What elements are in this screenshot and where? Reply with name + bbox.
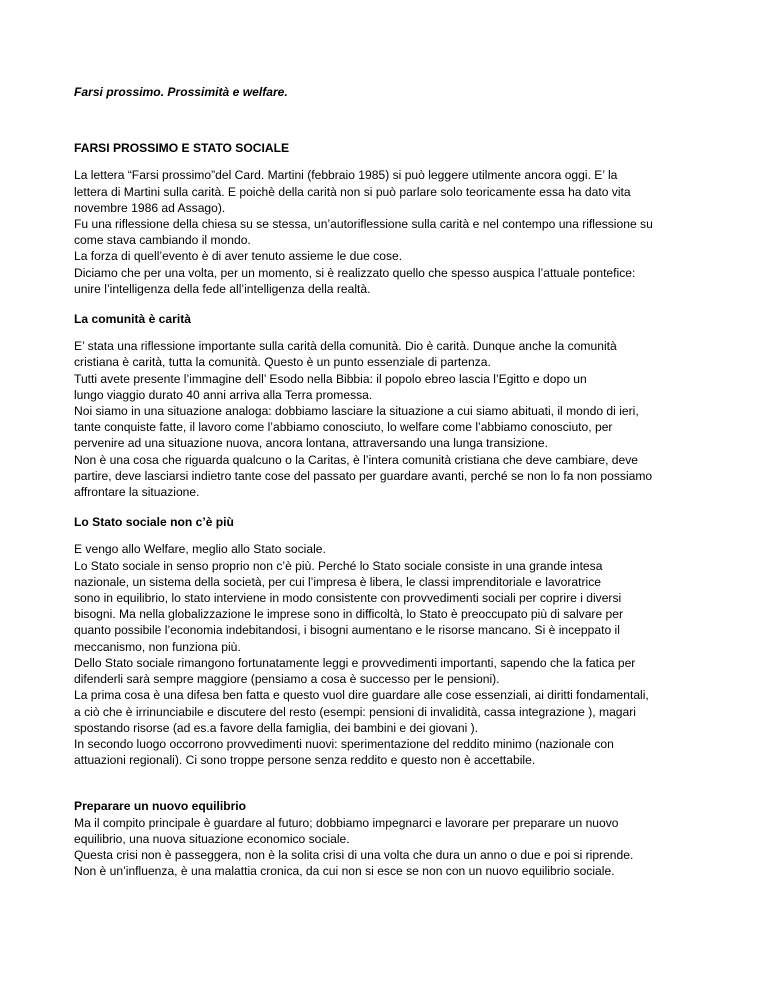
spacer <box>74 530 704 541</box>
text-line: sono in equilibrio, lo stato interviene in modo consistente con provvedimenti sociali per coprire i diversi <box>74 591 622 606</box>
section-heading: Preparare un nuovo equilibrio <box>74 799 247 814</box>
text-line: quanto possibile l’economia indebitandosi, i bisogni aumentano e le risorse mancano. Si è inceppato il <box>74 623 620 638</box>
text-line: pervenire ad una situazione nuova, ancora lontana, attraversando una lunga transizione. <box>74 436 548 451</box>
text-line: cristiana è carità, tutta la comunità. Questo è un punto essenziale di partenza. <box>74 355 491 370</box>
text-line: Lo Stato sociale in senso proprio non c’è più. Perché lo Stato sociale consiste in una grande intesa <box>74 558 603 573</box>
text-line: La prima cosa è una difesa ben fatta e questo vuol dire guardare alle cose essenziali, ai diritti fondamentali, <box>74 688 649 703</box>
text-line: Dello Stato sociale rimangono fortunatamente leggi e provvedimenti importanti, sapendo che la fatica per <box>74 655 636 670</box>
text-line: bisogni. Ma nella globalizzazione le imprese sono in difficoltà, lo Stato è preoccupato più di salvare per <box>74 607 624 622</box>
spacer <box>74 327 704 338</box>
text-line: lungo viaggio durato 40 anni arriva alla Terra promessa. <box>74 387 373 402</box>
text-line: nazionale, un sistema della società, per cui l’impresa è libera, le classi imprenditoriale e lavoratrice <box>74 574 601 589</box>
text-line: lettera di Martini sulla carità. E poichè della carità non si può parlare solo teoricamente essa ha dato vita <box>74 184 631 199</box>
section-heading: FARSI PROSSIMO E STATO SOCIALE <box>74 141 290 156</box>
text-line: E vengo allo Welfare, meglio allo Stato sociale. <box>74 542 326 557</box>
section-paragraph <box>74 167 704 297</box>
text-line: meccanismo, non funziona più. <box>74 639 241 654</box>
spacer <box>74 297 704 311</box>
text-line: difenderli sarà sempre maggiore (pensiamo a cosa è successo per le pensioni). <box>74 672 500 687</box>
spacer <box>74 100 704 140</box>
text-line: La lettera “Farsi prossimo”del Card. Martini (febbraio 1985) si può leggere utilmente ancora oggi. E’ la <box>74 168 618 183</box>
section-paragraph <box>74 338 704 500</box>
text-line: Non è un’influenza, è una malattia cronica, da cui non si esce se non con un nuovo equilibrio sociale. <box>74 864 615 879</box>
text-line: unire l’intelligenza della fede all’intelligenza della realtà. <box>74 281 371 296</box>
text-line: attuazioni regionali). Ci sono troppe persone senza reddito e questo non è accettabile. <box>74 753 536 768</box>
section-heading: Lo Stato sociale non c’è più <box>74 515 234 530</box>
text-line: affrontare la situazione. <box>74 485 200 500</box>
text-line: Tutti avete presente l’immagine dell’ Esodo nella Bibbia: il popolo ebreo lascia l’Egitto e dopo un <box>74 371 587 386</box>
document-title: Farsi prossimo. Prossimità e welfare. <box>74 85 288 99</box>
section-paragraph <box>74 541 704 768</box>
text-line: Noi siamo in una situazione analoga: dobbiamo lasciare la situazione a cui siamo abituati, il mondo di ieri, <box>74 404 639 419</box>
text-line: equilibrio, una nuova situazione economico sociale. <box>74 831 350 846</box>
document-page <box>74 84 704 879</box>
section-paragraph <box>74 815 704 880</box>
text-line: Questa crisi non è passeggera, non è la solita crisi di una volta che dura un anno o due e poi si riprende. <box>74 847 634 862</box>
spacer <box>74 500 704 514</box>
text-line: come stava cambiando il mondo. <box>74 233 251 248</box>
text-line: In secondo luogo occorrono provvedimenti nuovi: sperimentazione del reddito minimo (nazionale con <box>74 736 614 751</box>
text-line: novembre 1986 ad Assago). <box>74 200 226 215</box>
text-line: La forza di quell’evento è di aver tenuto assieme le due cose. <box>74 249 403 264</box>
text-line: Diciamo che per una volta, per un momento, si è realizzato quello che spesso auspica l’attuale pontefice: <box>74 265 636 280</box>
text-line: spostando risorse (ad es.a favore della famiglia, dei bambini e dei giovani ). <box>74 720 479 735</box>
text-line: tante conquiste fatte, il lavoro come l’abbiamo conosciuto, lo welfare come l’abbiamo conosciuto, per <box>74 420 613 435</box>
text-line: partire, deve lasciarsi indietro tante cose del passato per guardare avanti, perché se non lo fa non possiamo <box>74 468 653 483</box>
text-line: E’ stata una riflessione importante sulla carità della comunità. Dio è carità. Dunque anche la comunità <box>74 339 617 354</box>
section-heading: La comunità è carità <box>74 312 191 327</box>
spacer <box>74 156 704 167</box>
text-line: Ma il compito principale è guardare al futuro; dobbiamo impegnarci e lavorare per preparare un nuovo <box>74 815 619 830</box>
spacer <box>74 768 704 798</box>
text-line: a ciò che è irrinunciabile e discutere del resto (esempi: pensioni di invalidità, cassa integrazione ), magari <box>74 704 636 719</box>
text-line: Non è una cosa che riguarda qualcuno o la Caritas, è l’intera comunità cristiana che deve cambiare, deve <box>74 452 639 467</box>
text-line: Fu una riflessione della chiesa su se stessa, un’autoriflessione sulla carità e nel contempo una riflessione su <box>74 217 653 232</box>
